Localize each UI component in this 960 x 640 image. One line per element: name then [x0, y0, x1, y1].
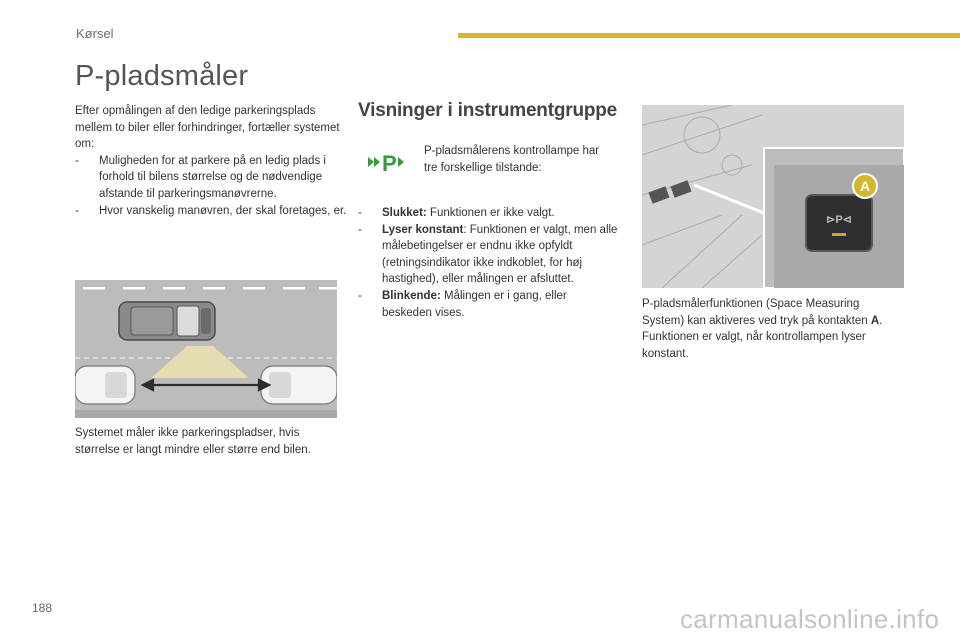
page-title: P-pladsmåler: [75, 60, 249, 92]
state-text: Målingen er i gang, eller beskeden vises.: [382, 289, 567, 319]
intro-item-text: Hvor vanskelig manøvren, der skal foretages, er.: [99, 204, 347, 217]
parking-illustration: [75, 280, 337, 418]
intro-item-text: Muligheden for at parkere på en ledig plads i forhold til bilens størrelse og de nødvendige afstande til parkeringsmanøvrerne.: [99, 154, 326, 200]
intro-list-item: [75, 203, 347, 220]
intro-block: [75, 103, 347, 219]
dashboard-graphic: [642, 105, 904, 288]
parking-caption: Systemet måler ikke parkeringspladser, hvis størrelse er langt mindre eller større end bilen.: [75, 427, 311, 456]
section-label: Kørsel: [76, 26, 114, 41]
lamp-description: P-pladsmålerens kontrollampe har tre forskellige tilstande:: [424, 145, 600, 174]
list-dash: -: [358, 223, 362, 236]
switch-caption-text: P-pladsmålerfunktionen (Space Measuring System) kan aktiveres ved tryk på kontakten: [642, 298, 871, 327]
switch-key-label: A: [870, 314, 880, 327]
list-dash: -: [75, 204, 79, 217]
state-label: Lyser konstant: [382, 223, 464, 236]
state-label: Blinkende:: [382, 289, 441, 302]
svg-text:⊳P⊲: ⊳P⊲: [826, 214, 852, 226]
watermark: carmanualsonline.info: [680, 604, 940, 634]
page-number: 188: [32, 601, 53, 615]
switch-caption-text-end: . Funktionen er valgt, når kontrollampen lyser konstant.: [642, 314, 883, 360]
list-dash: -: [358, 289, 362, 302]
callout-a-label: A: [859, 178, 871, 194]
list-dash: -: [358, 207, 362, 219]
state-item: [358, 288, 618, 321]
parking-scene-graphic: [75, 280, 337, 418]
dashboard-illustration: [642, 105, 904, 288]
intro-list: [75, 153, 347, 219]
state-label: Slukket:: [382, 207, 427, 219]
state-text: : Funktionen er valgt, men alle målebetingelser er endnu ikke opfyldt (retningsindikator ikke indkoblet, for høj hastighed), eller målingen er afsluttet.: [382, 223, 618, 286]
state-item: [358, 222, 618, 288]
svg-text:P: P: [382, 151, 397, 174]
state-item: [358, 205, 618, 222]
state-text: Funktionen er ikke valgt.: [426, 207, 555, 219]
intro-list-item: [75, 153, 347, 203]
list-dash: -: [75, 154, 79, 167]
states-list: [358, 205, 618, 321]
header-rule: [458, 33, 960, 38]
section-heading: Visninger i instrumentgruppe: [358, 100, 618, 121]
parking-assist-icon: [368, 150, 408, 174]
intro-paragraph: Efter opmålingen af den ledige parkeringsplads mellem to biler eller forhindringer, fortæller systemet om:: [75, 105, 340, 151]
switch-caption: [642, 296, 904, 362]
lamp-states: [358, 205, 618, 321]
